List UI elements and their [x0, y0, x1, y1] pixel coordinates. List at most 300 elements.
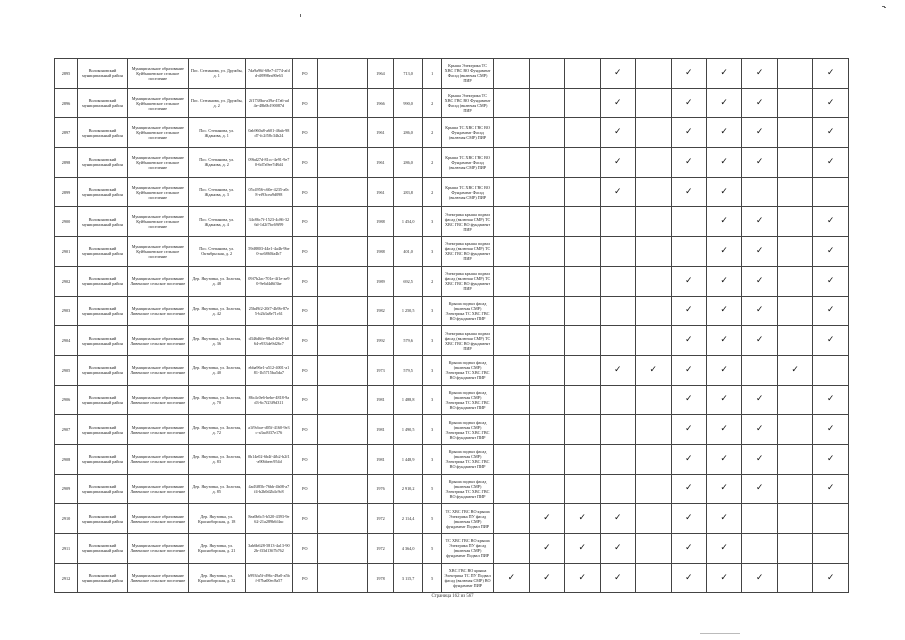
cell-work-mark [706, 177, 741, 207]
cell-district: Волоконовский муниципальный район [77, 444, 127, 474]
cell-work-mark [671, 326, 706, 356]
cell-area: 401,0 [394, 237, 423, 267]
cell-work-mark [565, 207, 600, 237]
cell-empty [317, 355, 367, 385]
cell-work-mark [742, 326, 777, 356]
cell-district: Волоконовский муниципальный район [77, 207, 127, 237]
cell-work-mark [600, 148, 635, 178]
cell-work-mark [671, 563, 706, 593]
cell-uid: 05c4956-c60e-4235-a0c8-ef93cea9d098 [245, 177, 292, 207]
cell-floors: 3 [423, 207, 442, 237]
table-row [55, 59, 849, 89]
cell-works: ТС ХВС ГВС ВО крыша Электрика ПУ фасад (включая СМР) фундамент Подвал ПИР [442, 504, 494, 534]
cell-work-mark [777, 385, 812, 415]
cell-work-mark [494, 444, 529, 474]
cell-work-mark [813, 415, 849, 445]
checkmark-icon: ✓ [720, 542, 728, 553]
cell-num: 2911 [55, 534, 78, 564]
cell-work-mark [565, 504, 600, 534]
cell-work-mark [706, 296, 741, 326]
checkmark-icon: ✓ [684, 424, 693, 435]
cell-area: 286,0 [394, 148, 423, 178]
cell-floors: 2 [423, 148, 442, 178]
cell-year: 1981 [367, 444, 393, 474]
cell-work-mark [742, 504, 777, 534]
checkmark-icon: ✓ [755, 483, 764, 494]
cell-year: 1981 [367, 385, 393, 415]
checkmark-icon: ✓ [755, 156, 764, 167]
cell-work-mark [706, 355, 741, 385]
cell-work-mark [777, 148, 812, 178]
cell-work-mark [813, 326, 849, 356]
checkmark-icon: ✓ [826, 483, 835, 494]
cell-settlement: Муниципальное образование Ливенское сельское поселение [128, 415, 189, 445]
checkmark-icon: ✓ [614, 572, 622, 583]
cell-work-mark [777, 444, 812, 474]
cell-work-mark [565, 355, 600, 385]
checkmark-icon: ✓ [720, 216, 728, 227]
cell-num: 2904 [55, 326, 78, 356]
cell-empty [317, 474, 367, 504]
cell-work-mark [494, 534, 529, 564]
checkmark-icon: ✓ [684, 335, 693, 346]
cell-work-mark [529, 237, 564, 267]
cell-zone: РО [292, 59, 317, 89]
cell-work-mark [600, 326, 635, 356]
checkmark-icon: ✓ [720, 305, 728, 316]
checkmark-icon: ✓ [826, 216, 835, 227]
cell-empty [317, 177, 367, 207]
cell-work-mark [742, 385, 777, 415]
cell-address: Пос. Степанова, ул. Дружбы, д. 2 [188, 88, 245, 118]
cell-work-mark [494, 207, 529, 237]
cell-floors: 3 [423, 415, 442, 445]
cell-year: 1978 [367, 563, 393, 593]
checkmark-icon: ✓ [755, 275, 764, 286]
checkmark-icon: ✓ [684, 364, 693, 375]
cell-district: Волоконовский муниципальный район [77, 385, 127, 415]
cell-works: ТС ХВС ГВС ВО крыша Электрика ПУ фасад (включая СМР) фундамент Подвал ПИР [442, 534, 494, 564]
table-row [55, 88, 849, 118]
page-footer: Страница 162 из 567 [431, 594, 474, 599]
cell-work-mark [636, 563, 671, 593]
cell-settlement: Муниципальное образование Куйбышевское сельское поселение [128, 207, 189, 237]
checkmark-icon: ✓ [720, 127, 728, 138]
cell-zone: РО [292, 148, 317, 178]
cell-work-mark [813, 296, 849, 326]
cell-work-mark [742, 415, 777, 445]
cell-empty [317, 59, 367, 89]
cell-empty [317, 444, 367, 474]
cell-year: 1992 [367, 326, 393, 356]
checkmark-icon: ✓ [614, 97, 622, 108]
table-row [55, 385, 849, 415]
cell-work-mark [813, 59, 849, 89]
checkmark-icon: ✓ [684, 542, 693, 553]
cell-area: 1 448,9 [394, 444, 423, 474]
cell-work-mark [706, 534, 741, 564]
cell-work-mark [706, 385, 741, 415]
checkmark-icon: ✓ [826, 275, 835, 286]
cell-floors: 3 [423, 385, 442, 415]
cell-uid: 7da9a96f-68e7-4774-afdd-d8998ea90e63 [245, 59, 292, 89]
table-row [55, 563, 849, 593]
cell-floors: 5 [423, 504, 442, 534]
checkmark-icon: ✓ [826, 424, 835, 435]
cell-work-mark [636, 474, 671, 504]
cell-work-mark [529, 296, 564, 326]
cell-year: 1988 [367, 237, 393, 267]
cell-work-mark [636, 266, 671, 296]
checkmark-icon: ✓ [684, 97, 693, 108]
checkmark-icon: ✓ [684, 394, 693, 405]
cell-uid: ebba96e1-a512-4001-a181-1b5715ba5da7 [245, 355, 292, 385]
cell-year: 1966 [367, 88, 393, 118]
cell-work-mark [777, 355, 812, 385]
cell-num: 2897 [55, 118, 78, 148]
cell-work-mark [600, 59, 635, 89]
cell-zone: РО [292, 385, 317, 415]
checkmark-icon: ✓ [720, 67, 728, 78]
cell-num: 2910 [55, 504, 78, 534]
cell-address: Дер. Якутовка, ул. Золотая, д. 42 [188, 296, 245, 326]
cell-work-mark [636, 326, 671, 356]
cell-num: 2907 [55, 415, 78, 445]
cell-work-mark [529, 207, 564, 237]
cell-empty [317, 534, 367, 564]
cell-work-mark [813, 504, 849, 534]
cell-work-mark [777, 207, 812, 237]
cell-work-mark [529, 266, 564, 296]
cell-work-mark [706, 415, 741, 445]
cell-works: Электрика крыша подвал фасад (включая СМР) ТС ХВС ГВС ВО фундамент ПИР [442, 266, 494, 296]
cell-works: Крыша подвал фасад (включая СМР) Электрика ТС ХВС ГВС ВО фундамент ПИР [442, 355, 494, 385]
cell-address: Пос. Степанова, ул. Дружбы, д. 1 [188, 59, 245, 89]
cell-zone: РО [292, 177, 317, 207]
cell-floors: 2 [423, 266, 442, 296]
cell-zone: РО [292, 474, 317, 504]
cell-works: Крыша подвал фасад (включая СМР) Электрика ТС ХВС ГВС ВО фундамент ПИР [442, 296, 494, 326]
cell-work-mark [565, 326, 600, 356]
checkmark-icon: ✓ [614, 186, 622, 197]
cell-area: 692,5 [394, 266, 423, 296]
table-row [55, 177, 849, 207]
cell-zone: РО [292, 415, 317, 445]
checkmark-icon: ✓ [684, 186, 693, 197]
cell-year: 1973 [367, 355, 393, 385]
cell-empty [317, 563, 367, 593]
cell-work-mark [636, 148, 671, 178]
cell-area: 2 910,2 [394, 474, 423, 504]
cell-work-mark [813, 534, 849, 564]
cell-work-mark [636, 355, 671, 385]
checkmark-icon: ✓ [684, 67, 693, 78]
checkmark-icon: ✓ [578, 513, 587, 524]
checkmark-icon: ✓ [755, 335, 764, 346]
cell-work-mark [565, 148, 600, 178]
cell-work-mark [813, 385, 849, 415]
cell-work-mark [671, 177, 706, 207]
cell-num: 2905 [55, 355, 78, 385]
cell-work-mark [706, 266, 741, 296]
cell-uid: 0b14e02-6b4f-4fb2-b2f1-a90bbeec954d [245, 444, 292, 474]
cell-work-mark [565, 534, 600, 564]
table-row [55, 474, 849, 504]
table-row [55, 326, 849, 356]
cell-work-mark [777, 177, 812, 207]
cell-work-mark [529, 534, 564, 564]
cell-floors: 5 [423, 534, 442, 564]
cell-work-mark [529, 88, 564, 118]
cell-settlement: Муниципальное образование Куйбышевское сельское поселение [128, 59, 189, 89]
cell-area: 579,5 [394, 355, 423, 385]
cell-district: Волоконовский муниципальный район [77, 474, 127, 504]
cell-floors: 2 [423, 88, 442, 118]
cell-work-mark [742, 534, 777, 564]
cell-work-mark [706, 326, 741, 356]
cell-work-mark [742, 207, 777, 237]
cell-work-mark [671, 266, 706, 296]
cell-work-mark [565, 415, 600, 445]
cell-works: Крыша ТС ХВС ГВС ВО Фундамент Фасад (включая СМР) ПИР [442, 148, 494, 178]
cell-num: 2896 [55, 88, 78, 118]
cell-district: Волоконовский муниципальный район [77, 118, 127, 148]
checkmark-icon: ✓ [826, 245, 835, 256]
checkmark-icon: ✓ [614, 364, 622, 375]
table-row [55, 355, 849, 385]
cell-address: Дер. Якутовка, ул. Золотая, д. 70 [188, 385, 245, 415]
cell-work-mark [742, 177, 777, 207]
cell-num: 2903 [55, 296, 78, 326]
cell-work-mark [600, 504, 635, 534]
checkmark-icon: ✓ [755, 97, 764, 108]
cell-work-mark [600, 118, 635, 148]
cell-settlement: Муниципальное образование Ливенское сельское поселение [128, 385, 189, 415]
checkmark-icon: ✓ [649, 364, 658, 375]
cell-empty [317, 207, 367, 237]
cell-settlement: Муниципальное образование Ливенское сельское поселение [128, 296, 189, 326]
cell-work-mark [529, 415, 564, 445]
checkmark-icon: ✓ [684, 275, 693, 286]
cell-work-mark [813, 118, 849, 148]
checkmark-icon: ✓ [755, 67, 764, 78]
table-row [55, 504, 849, 534]
cell-empty [317, 504, 367, 534]
cell-num: 2895 [55, 59, 78, 89]
checkmark-icon: ✓ [755, 245, 764, 256]
checkmark-icon: ✓ [720, 394, 728, 405]
table-row [55, 207, 849, 237]
cell-district: Волоконовский муниципальный район [77, 534, 127, 564]
cell-work-mark [813, 148, 849, 178]
cell-works: Электрика крыша подвал фасад (включая СМР) ТС ХВС ГВС ВО фундамент ПИР [442, 326, 494, 356]
scan-speck [884, 7, 886, 8]
checkmark-icon: ✓ [826, 67, 835, 78]
checkmark-icon: ✓ [614, 156, 622, 167]
cell-settlement: Муниципальное образование Ливенское сельское поселение [128, 474, 189, 504]
cell-work-mark [813, 444, 849, 474]
cell-work-mark [529, 504, 564, 534]
cell-year: 1972 [367, 534, 393, 564]
cell-floors: 2 [423, 118, 442, 148]
checkmark-icon: ✓ [543, 513, 551, 524]
cell-work-mark [565, 444, 600, 474]
cell-work-mark [777, 59, 812, 89]
cell-work-mark [742, 444, 777, 474]
cell-settlement: Муниципальное образование Ливенское сельское поселение [128, 563, 189, 593]
cell-work-mark [600, 266, 635, 296]
checkmark-icon: ✓ [614, 67, 622, 78]
cell-settlement: Муниципальное образование Ливенское сельское поселение [128, 534, 189, 564]
cell-year: 1961 [367, 148, 393, 178]
cell-address: Дер. Якутовка, ул. Золотая, д. 72 [188, 415, 245, 445]
cell-uid: 2f1738ba-a39a-47a6-ad4e-48b0b190087d [245, 88, 292, 118]
scan-speck [300, 14, 301, 17]
cell-works: Крыша подвал фасад (включая СМР) Электрика ТС ХВС ГВС ВО фундамент ПИР [442, 415, 494, 445]
cell-works: Крыша подвал фасад (включая СМР) Электрика ТС ХВС ГВС ВО фундамент ПИР [442, 385, 494, 415]
table-row [55, 237, 849, 267]
cell-works: Электрика крыша подвал фасад (включая СМР) ТС ХВС ГВС ВО фундамент ПИР [442, 237, 494, 267]
checkmark-icon: ✓ [826, 305, 835, 316]
cell-empty [317, 415, 367, 445]
cell-year: 1961 [367, 177, 393, 207]
checkmark-icon: ✓ [720, 453, 728, 464]
cell-uid: 8ea0b6c5-b520-4393-9e62-21a289b6f4ac [245, 504, 292, 534]
cell-work-mark [565, 563, 600, 593]
cell-district: Волоконовский муниципальный район [77, 59, 127, 89]
cell-district: Волоконовский муниципальный район [77, 504, 127, 534]
cell-zone: РО [292, 563, 317, 593]
cell-work-mark [565, 177, 600, 207]
cell-area: 4 364,0 [394, 534, 423, 564]
cell-work-mark [706, 59, 741, 89]
cell-work-mark [706, 444, 741, 474]
cell-address: Дер. Якутовка, ул. Красноборская, д. 32 [188, 563, 245, 593]
cell-work-mark [529, 385, 564, 415]
checkmark-icon: ✓ [684, 453, 693, 464]
cell-district: Волоконовский муниципальный район [77, 177, 127, 207]
cell-work-mark [813, 207, 849, 237]
checkmark-icon: ✓ [826, 453, 835, 464]
cell-work-mark [742, 296, 777, 326]
cell-settlement: Муниципальное образование Ливенское сельское поселение [128, 504, 189, 534]
cell-district: Волоконовский муниципальный район [77, 148, 127, 178]
table-row [55, 534, 849, 564]
cell-uid: 0ab960a8-a601-46ab-98d7-fc2f58c34b24 [245, 118, 292, 148]
cell-work-mark [706, 563, 741, 593]
cell-work-mark [529, 59, 564, 89]
checkmark-icon: ✓ [755, 216, 764, 227]
cell-work-mark [636, 444, 671, 474]
cell-work-mark [636, 118, 671, 148]
cell-address: Дер. Якутовка, ул. Красноборская, д. 18 [188, 504, 245, 534]
cell-work-mark [636, 504, 671, 534]
cell-work-mark [529, 177, 564, 207]
cell-work-mark [706, 118, 741, 148]
cell-address: Дер. Якутовка, ул. Золотая, д. 85 [188, 474, 245, 504]
cell-district: Волоконовский муниципальный район [77, 563, 127, 593]
checkmark-icon: ✓ [826, 97, 835, 108]
cell-work-mark [494, 148, 529, 178]
cell-works: Крыша Электрика ТС ХВС ГВС ВО Фундамент Фасад (включая СМР) ПИР [442, 88, 494, 118]
cell-works: Крыша ТС ХВС ГВС ВО Фундамент Фасад (включая СМР) ПИР [442, 118, 494, 148]
cell-address: Пос. Степанова, ул. Жданова, д. 4 [188, 207, 245, 237]
cell-zone: РО [292, 88, 317, 118]
cell-settlement: Муниципальное образование Ливенское сельское поселение [128, 355, 189, 385]
cell-work-mark [494, 88, 529, 118]
table-row [55, 148, 849, 178]
cell-work-mark [494, 237, 529, 267]
cell-uid: 59d8803-44e1-4a4b-9be0-ac6860fa4b7 [245, 237, 292, 267]
cell-floors: 2 [423, 177, 442, 207]
checkmark-icon: ✓ [755, 394, 764, 405]
cell-year: 1981 [367, 415, 393, 445]
cell-work-mark [565, 118, 600, 148]
cell-work-mark [742, 474, 777, 504]
cell-area: 1 488,8 [394, 385, 423, 415]
cell-work-mark [529, 118, 564, 148]
cell-num: 2909 [55, 474, 78, 504]
cell-work-mark [742, 266, 777, 296]
table-row [55, 415, 849, 445]
checkmark-icon: ✓ [614, 542, 622, 553]
cell-work-mark [600, 237, 635, 267]
cell-works: Крыша ТС ХВС ГВС ВО Фундамент Фасад (включая СМР) ПИР [442, 177, 494, 207]
cell-work-mark [565, 385, 600, 415]
checkmark-icon: ✓ [684, 156, 693, 167]
cell-work-mark [529, 326, 564, 356]
cell-zone: РО [292, 534, 317, 564]
cell-work-mark [671, 355, 706, 385]
cell-works: Крыша Электрика ТС ХВС ГВС ВО Фундамент Фасад (включая СМР) ПИР [442, 59, 494, 89]
cell-address: Дер. Якутовка, ул. Золотая, д. 36 [188, 326, 245, 356]
checkmark-icon: ✓ [720, 245, 728, 256]
checkmark-icon: ✓ [720, 424, 728, 435]
checkmark-icon: ✓ [507, 572, 516, 583]
cell-work-mark [742, 237, 777, 267]
cell-work-mark [565, 237, 600, 267]
checkmark-icon: ✓ [826, 394, 835, 405]
checkmark-icon: ✓ [755, 305, 764, 316]
cell-work-mark [706, 474, 741, 504]
cell-work-mark [777, 534, 812, 564]
checkmark-icon: ✓ [614, 127, 622, 138]
cell-area: 1 250,5 [394, 296, 423, 326]
cell-work-mark [777, 296, 812, 326]
checkmark-icon: ✓ [684, 127, 693, 138]
cell-work-mark [706, 207, 741, 237]
cell-floors: 5 [423, 474, 442, 504]
cell-num: 2912 [55, 563, 78, 593]
cell-zone: РО [292, 326, 317, 356]
cell-empty [317, 88, 367, 118]
cell-work-mark [777, 118, 812, 148]
capital-repair-table [54, 58, 849, 593]
cell-empty [317, 266, 367, 296]
cell-settlement: Муниципальное образование Ливенское сельское поселение [128, 266, 189, 296]
cell-work-mark [600, 415, 635, 445]
cell-settlement: Муниципальное образование Куйбышевское сельское поселение [128, 177, 189, 207]
cell-work-mark [742, 355, 777, 385]
table-row [55, 444, 849, 474]
cell-settlement: Муниципальное образование Куйбышевское сельское поселение [128, 118, 189, 148]
checkmark-icon: ✓ [578, 572, 587, 583]
cell-works: ХВС ГВС ВО крыша Электрика ТС ПУ Подвал фасад (включая СМР) ВО фундамент ПИР [442, 563, 494, 593]
cell-year: 1976 [367, 474, 393, 504]
cell-work-mark [494, 563, 529, 593]
cell-district: Волоконовский муниципальный район [77, 415, 127, 445]
cell-uid: 4ad3f85b-76bb-4b08-a7f4-b2b0d2b4c9c8 [245, 474, 292, 504]
